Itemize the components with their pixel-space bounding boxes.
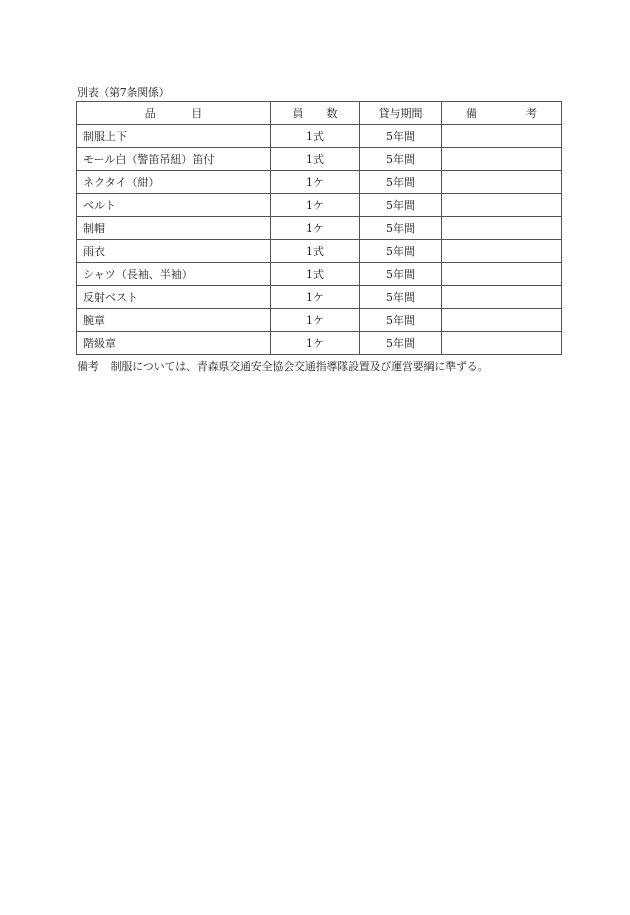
cell-remarks xyxy=(442,263,562,286)
cell-item: 反射ベスト xyxy=(77,286,271,309)
cell-item: ネクタイ（紺） xyxy=(77,171,271,194)
cell-item: モール白（警笛吊紐）笛付 xyxy=(77,148,271,171)
cell-period: 5年間 xyxy=(360,309,442,332)
cell-period: 5年間 xyxy=(360,286,442,309)
table-row xyxy=(77,217,562,240)
cell-period: 5年間 xyxy=(360,148,442,171)
cell-quantity: 1ケ xyxy=(271,332,360,355)
table-row xyxy=(77,194,562,217)
cell-quantity: 1式 xyxy=(271,148,360,171)
header-item-char-2: 目 xyxy=(191,107,203,120)
table-row xyxy=(77,332,562,355)
cell-item: 階級章 xyxy=(77,332,271,355)
note-label: 備考 xyxy=(77,360,99,373)
equipment-loan-table xyxy=(76,101,562,355)
cell-remarks xyxy=(442,194,562,217)
cell-item: 腕章 xyxy=(77,309,271,332)
table-row xyxy=(77,286,562,309)
note-text: 制服については、青森県交通安全協会交通指導隊設置及び運営要綱に準ずる。 xyxy=(110,360,489,373)
table-row xyxy=(77,263,562,286)
cell-quantity: 1ケ xyxy=(271,171,360,194)
header-period: 貸与期間 xyxy=(360,102,442,125)
cell-quantity: 1ケ xyxy=(271,217,360,240)
cell-remarks xyxy=(442,309,562,332)
cell-period: 5年間 xyxy=(360,194,442,217)
cell-period: 5年間 xyxy=(360,125,442,148)
header-item-char-1: 品 xyxy=(144,107,156,120)
table-row xyxy=(77,125,562,148)
cell-period: 5年間 xyxy=(360,240,442,263)
header-remarks-char-1: 備 xyxy=(466,107,477,120)
cell-remarks xyxy=(442,240,562,263)
header-remarks-char-2: 考 xyxy=(526,107,537,120)
cell-item: 制帽 xyxy=(77,217,271,240)
header-quantity-char-2: 数 xyxy=(326,107,338,120)
table-row xyxy=(77,240,562,263)
table-row xyxy=(77,148,562,171)
cell-remarks xyxy=(442,217,562,240)
table-caption: 別表（第7条関係） xyxy=(77,86,170,99)
cell-remarks xyxy=(442,125,562,148)
table-row xyxy=(77,171,562,194)
cell-item: 制服上下 xyxy=(77,125,271,148)
cell-quantity: 1式 xyxy=(271,125,360,148)
cell-remarks xyxy=(442,171,562,194)
cell-item: 雨衣 xyxy=(77,240,271,263)
cell-item: ベルト xyxy=(77,194,271,217)
cell-quantity: 1ケ xyxy=(271,286,360,309)
cell-quantity: 1式 xyxy=(271,263,360,286)
table-header-row xyxy=(77,102,562,125)
header-item xyxy=(77,102,271,125)
header-quantity xyxy=(271,102,360,125)
cell-period: 5年間 xyxy=(360,217,442,240)
table-row xyxy=(77,309,562,332)
cell-quantity: 1ケ xyxy=(271,194,360,217)
cell-remarks xyxy=(442,148,562,171)
header-remarks xyxy=(442,102,562,125)
cell-period: 5年間 xyxy=(360,263,442,286)
cell-item: シャツ（長袖、半袖） xyxy=(77,263,271,286)
cell-quantity: 1ケ xyxy=(271,309,360,332)
header-quantity-char-1: 員 xyxy=(292,107,304,120)
cell-quantity: 1式 xyxy=(271,240,360,263)
cell-remarks xyxy=(442,286,562,309)
cell-period: 5年間 xyxy=(360,171,442,194)
remarks-note xyxy=(77,358,488,374)
cell-remarks xyxy=(442,332,562,355)
cell-period: 5年間 xyxy=(360,332,442,355)
